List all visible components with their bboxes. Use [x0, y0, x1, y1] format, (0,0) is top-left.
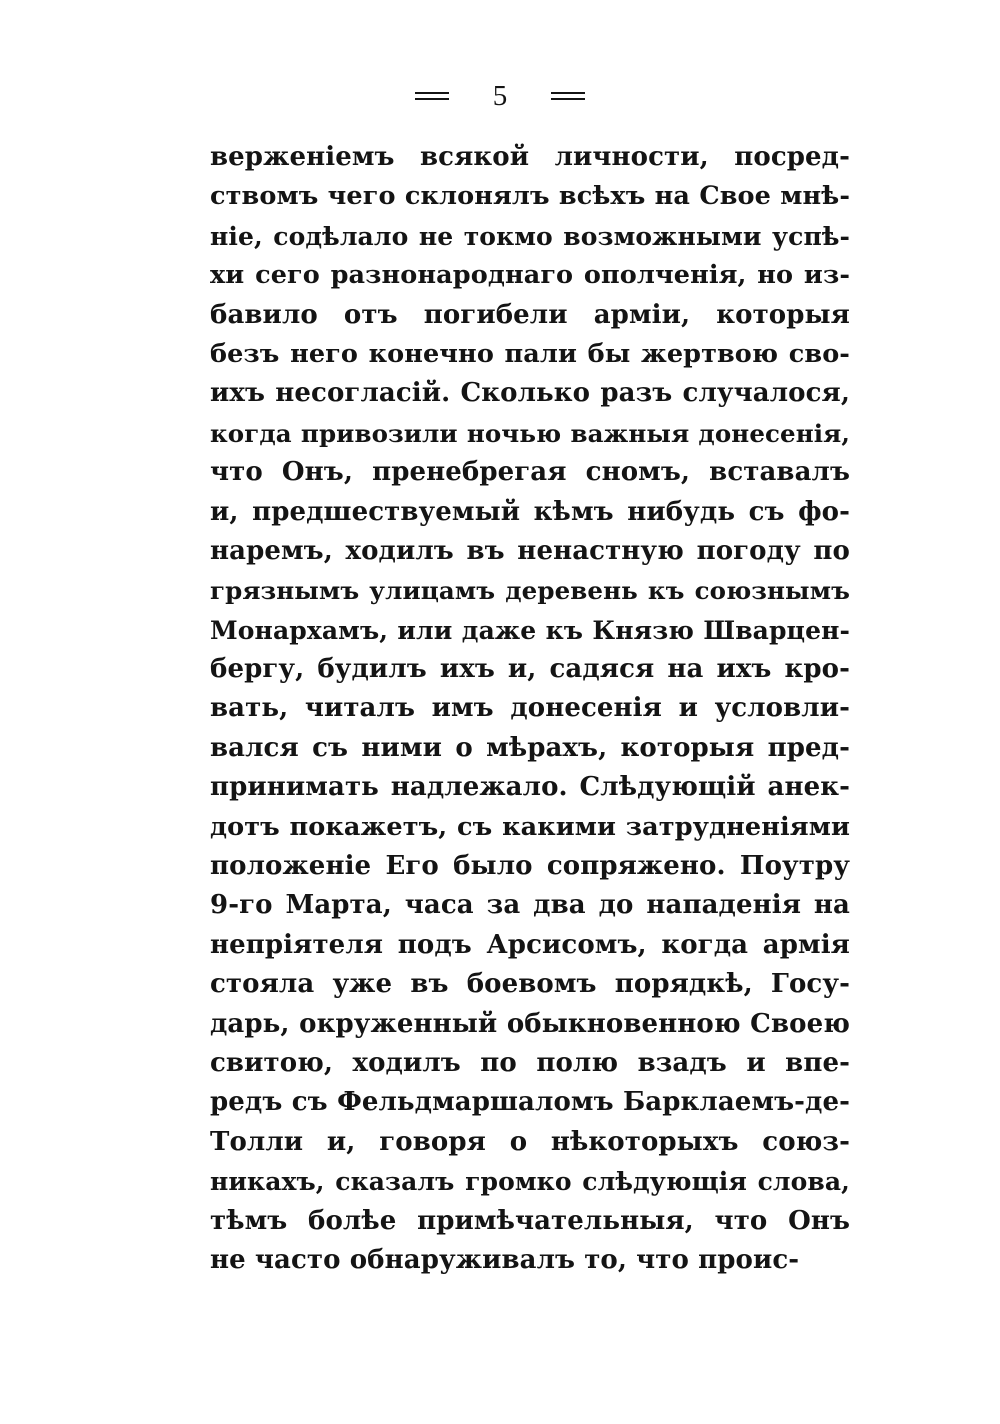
text-line: безъ него конечно пали бы жертвою сво- — [210, 338, 850, 369]
text-line: стояла уже въ боевомъ порядкѣ, Госу- — [210, 969, 850, 1000]
text-line: что Онъ, пренебрегая сномъ, вставалъ — [210, 457, 850, 488]
text-line: свитою, ходилъ по полю взадъ и впе- — [210, 1047, 850, 1078]
text-line: дотъ покажетъ, съ какими затрудненіями — [210, 811, 850, 842]
text-line: бавило отъ погибели арміи, которыя — [210, 299, 850, 330]
text-line: хи сего разнонароднаго ополченія, но из- — [210, 260, 850, 291]
header-rule-right — [551, 92, 585, 100]
text-line: когда привозили ночью важныя донесенія, — [210, 418, 850, 448]
text-line: положеніе Его было сопряжено. Поутру — [210, 851, 850, 882]
page-number: 5 — [492, 79, 508, 112]
text-line: Толли и, говоря о нѣкоторыхъ союз- — [210, 1126, 850, 1157]
body-text — [210, 138, 850, 1280]
text-line: бергу, будилъ ихъ и, садяся на ихъ кро- — [210, 654, 850, 685]
text-line: ніе, содѣлало не токмо возможными успѣ- — [210, 221, 850, 251]
text-line: вать, читалъ имъ донесенія и условли- — [210, 693, 850, 724]
text-line: и, предшествуемый кѣмъ нибудь съ фо- — [210, 496, 850, 527]
text-line: не часто обнаруживалъ то, что проис- — [210, 1244, 800, 1275]
text-line: ствомъ чего склонялъ всѣхъ на Свое мнѣ- — [210, 181, 850, 212]
text-line: тѣмъ болѣе примѣчательныя, что Онъ — [210, 1205, 850, 1236]
text-line: Монархамъ, или даже къ Князю Шварцен- — [210, 615, 850, 645]
text-line: никахъ, сказалъ громко слѣдующія слова, — [210, 1167, 850, 1197]
text-line: грязнымъ улицамъ деревень къ союзнымъ — [210, 576, 850, 606]
text-line: дарь, окруженный обыкновенною Своею — [210, 1008, 850, 1039]
text-line: 9-го Марта, часа за два до нападенія на — [210, 890, 850, 921]
text-line: наремъ, ходилъ въ ненастную погоду по — [210, 535, 850, 566]
text-line: верженіемъ всякой личности, посред- — [210, 142, 850, 172]
text-line: редъ съ Фельдмаршаломъ Барклаемъ-де- — [210, 1087, 850, 1118]
text-line: вался съ ними о мѣрахъ, которыя пред- — [210, 732, 850, 763]
header-rule-left — [415, 92, 449, 100]
text-line: принимать надлежало. Слѣдующій анек- — [210, 772, 850, 803]
text-line: ихъ несогласій. Сколько разъ случалося, — [210, 378, 850, 409]
text-line: непріятеля подъ Арсисомъ, когда армія — [210, 929, 850, 960]
page-header — [0, 78, 1000, 114]
